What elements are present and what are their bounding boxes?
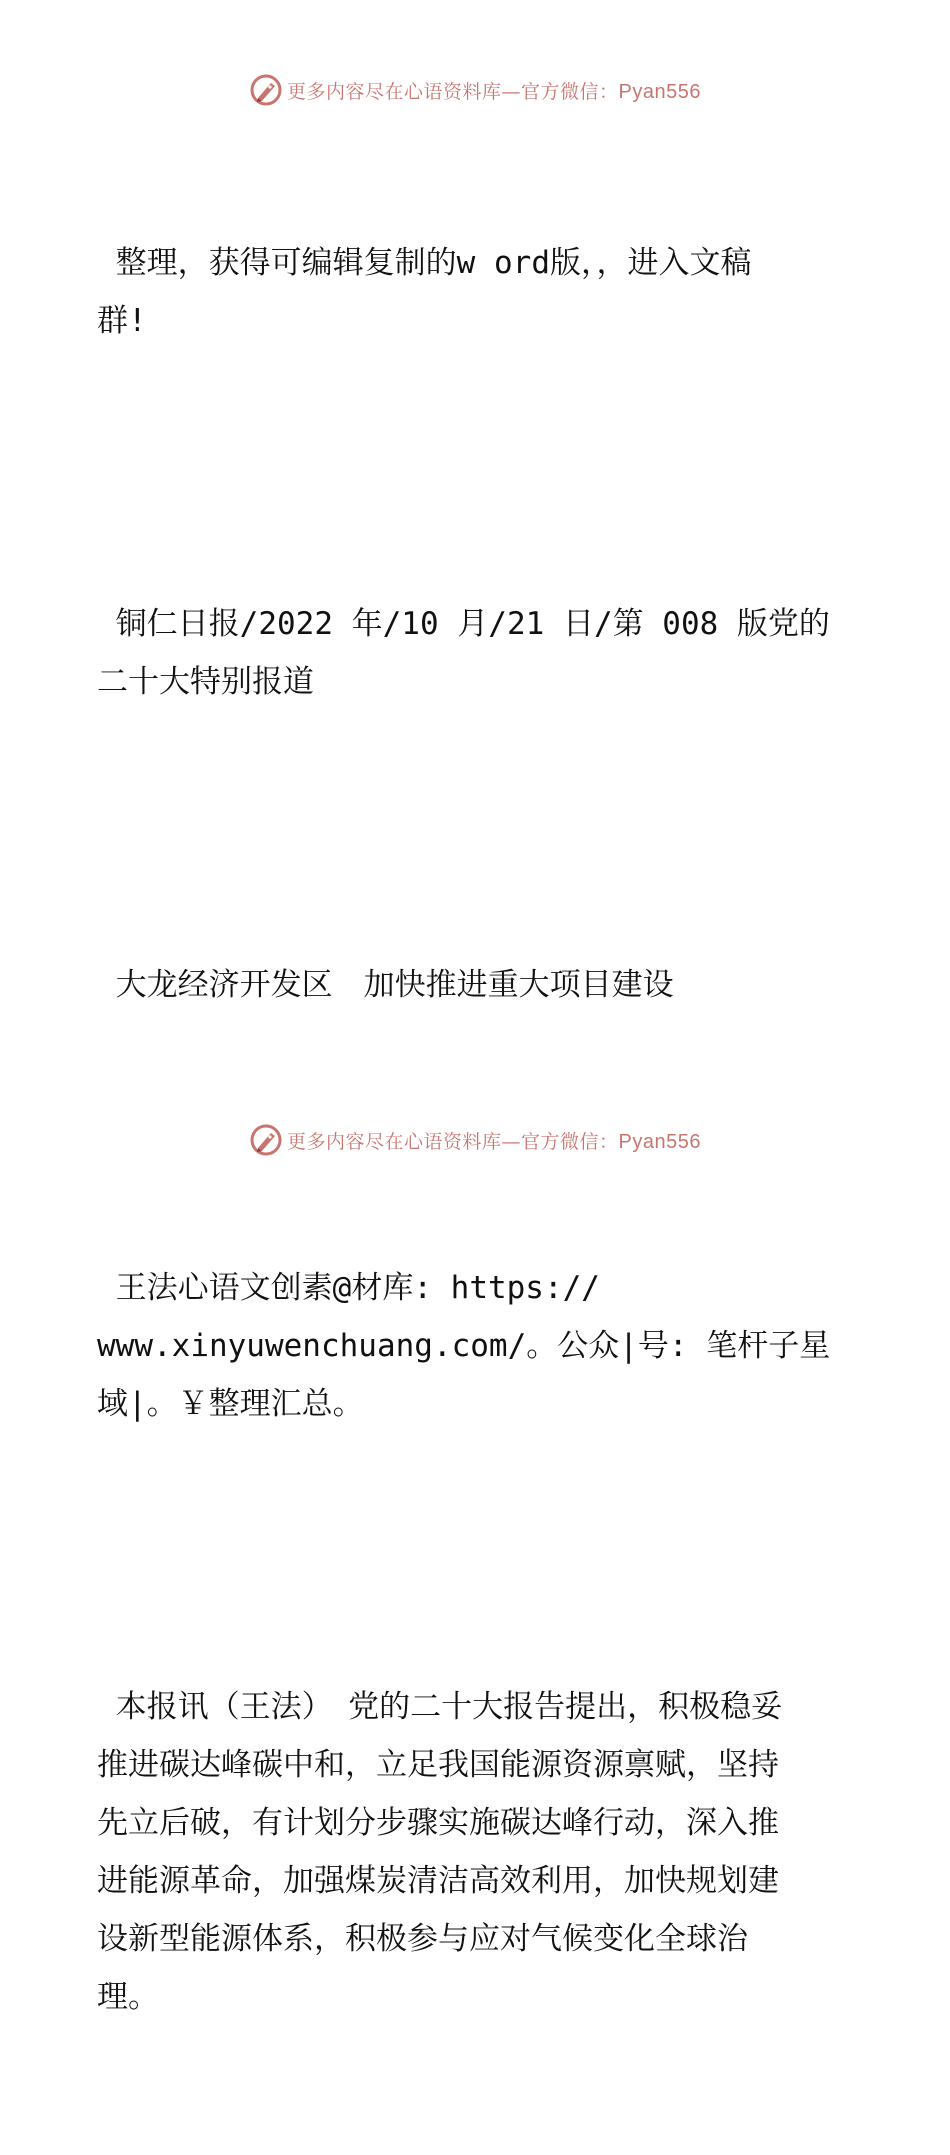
- text-line: www.xinyuwenchuang.com/。公众|号: 笔杆子星: [97, 1328, 831, 1364]
- text-line: 整理，获得可编辑复制的w ord版，，进入文稿: [97, 245, 752, 281]
- text-line: 域|。￥整理汇总。: [97, 1386, 364, 1422]
- pen-logo-icon: [249, 1123, 283, 1157]
- header-watermark: [0, 70, 950, 110]
- source-paragraph: [97, 479, 857, 827]
- library-notice-paragraph: [97, 1143, 857, 1549]
- text-line: 设新型能源体系，积极参与应对气候变化全球治: [97, 1921, 748, 1957]
- text-line: 推进碳达峰碳中和，立足我国能源资源禀赋，坚持: [97, 1747, 779, 1783]
- text-line: 二十大特别报道: [97, 664, 314, 700]
- text-line: 本报讯（王法） 党的二十大报告提出，积极稳妥: [97, 1689, 783, 1725]
- text-line: 群!: [97, 303, 147, 339]
- headline-paragraph: [97, 840, 857, 1130]
- body-paragraph: [97, 1562, 857, 2142]
- watermark-text: 更多内容尽在心语资料库—官方微信：Pyan556: [287, 1130, 701, 1153]
- intro-paragraph: [97, 118, 857, 466]
- text-line: 王法心语文创素@材库: https://: [97, 1270, 600, 1306]
- pen-logo-icon: [249, 73, 283, 107]
- text-line: 大龙经济开发区 加快推进重大项目建设: [97, 967, 674, 1003]
- text-line: 理。: [97, 1979, 159, 2015]
- text-line: 铜仁日报/2022 年/10 月/21 日/第 008 版党的: [97, 606, 830, 642]
- footer-watermark: [0, 1120, 950, 1160]
- text-line: 进能源革命，加强煤炭清洁高效利用，加快规划建: [97, 1863, 779, 1899]
- watermark-text: 更多内容尽在心语资料库—官方微信：Pyan556: [287, 80, 701, 103]
- text-line: 先立后破，有计划分步骤实施碳达峰行动，深入推: [97, 1805, 779, 1841]
